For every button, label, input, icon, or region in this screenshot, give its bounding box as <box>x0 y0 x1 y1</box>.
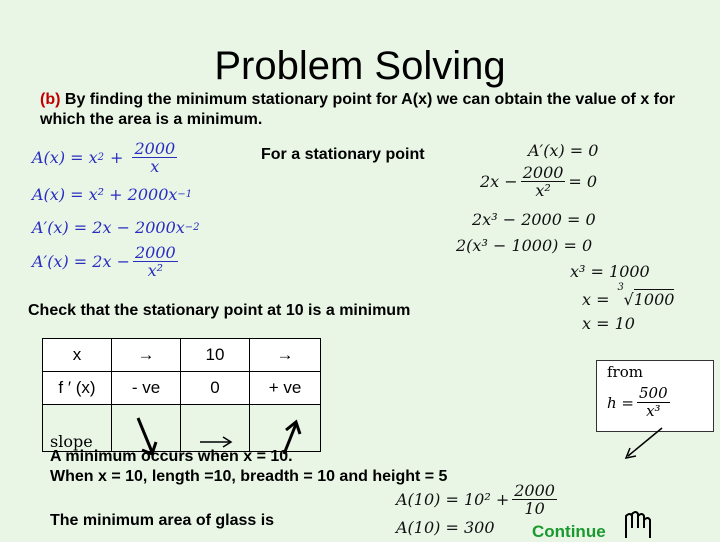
area-equation-1: A(10) = 10² + $\frac{2000}{10}$ <box>396 481 555 518</box>
conclusion-dimensions: When x = 10, length =10, breadth = 10 and height = 5 <box>50 468 448 485</box>
equation-stationary-1: A′(x) = 0 <box>528 141 599 160</box>
min-area-text: The minimum area of glass is <box>50 512 275 529</box>
height-formula: h = $\frac{500}{\text{x³}}$ <box>607 384 668 420</box>
cell-derivative-label: f ′ (x) <box>43 372 112 405</box>
from-label: from <box>607 363 643 381</box>
part-tag: (b) <box>40 91 61 108</box>
pointer-arrow-icon <box>620 424 670 464</box>
slide-title: Problem Solving <box>214 44 506 88</box>
stationary-point-label: For a stationary point <box>261 146 425 163</box>
cell-positive: + ve <box>250 372 321 405</box>
hand-pointer-icon[interactable] <box>622 510 658 540</box>
height-formula-box <box>596 360 714 432</box>
cell-zero: 0 <box>181 372 250 405</box>
equation-stationary-5: x³ = 1000 <box>570 262 650 281</box>
equation-stationary-4: 2(x³ − 1000) = 0 <box>456 236 593 255</box>
cell-negative: - ve <box>112 372 181 405</box>
cell-x-value: 10 <box>181 339 250 372</box>
area-equation-2: A(10) = 300 <box>396 518 495 537</box>
equation-stationary-3: 2x³ − 2000 = 0 <box>472 210 596 229</box>
equation-stationary-2: 2x − $\frac{2000}{\text{x²}}$ = 0 <box>480 163 598 200</box>
equation-derivative-2: A′(x) = 2x − $\frac{2000}{\text{x²}}$ <box>32 243 176 280</box>
cell-x-label: x <box>43 339 112 372</box>
intro-paragraph <box>40 90 680 130</box>
equation-derivative-1: A′(x) = 2x − 2000x −2 <box>32 218 200 237</box>
continue-link[interactable]: Continue <box>532 522 606 541</box>
equation-stationary-7: x = 10 <box>582 314 635 333</box>
sign-table-row-derivative <box>43 372 321 405</box>
equation-stationary-6: x = 3 √1000 <box>582 282 675 309</box>
equation-area-2: A(x) = x² + 2000x −1 <box>32 185 193 204</box>
equation-area-1: A(x) = x 2 + $\frac{2000}{x}$ <box>32 139 176 176</box>
cell-arrow-right: → <box>250 339 321 372</box>
flat-arrow-icon <box>200 437 231 447</box>
check-minimum-text: Check that the stationary point at 10 is a minimum <box>28 302 411 319</box>
sign-table-row-x <box>43 339 321 372</box>
cell-arrow-left: → <box>112 339 181 372</box>
slope-label: slope <box>50 432 93 451</box>
intro-text: By finding the minimum stationary point for A(x) we can obtain the value of x for which the area is a minimum. <box>40 91 675 128</box>
conclusion-minimum: A minimum occurs when x = 10. <box>50 448 293 465</box>
